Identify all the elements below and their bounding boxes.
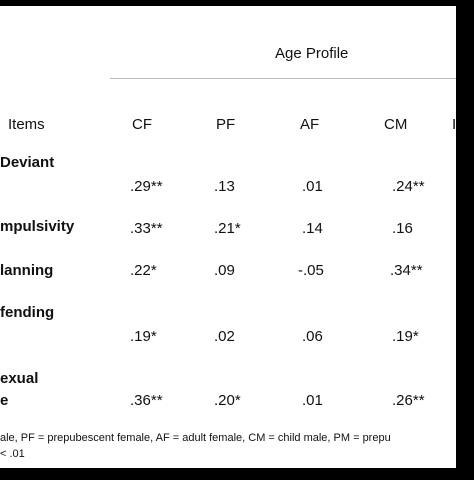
row-label-deviant: Deviant — [0, 154, 55, 171]
row-label-planning: lanning — [0, 262, 54, 279]
column-header-pf: PF — [216, 116, 236, 133]
cell-offending-cm: .19* — [392, 328, 419, 345]
row-label-impulsivity: mpulsivity — [0, 218, 75, 235]
table-page — [0, 6, 456, 468]
cell-deviant-af: .01 — [302, 178, 323, 195]
cell-sexual-af: .01 — [302, 392, 323, 409]
column-header-cf: CF — [132, 116, 152, 133]
cell-planning-pf: .09 — [214, 262, 235, 279]
column-header-cm: CM — [384, 116, 408, 133]
cell-offending-pf: .02 — [214, 328, 235, 345]
cell-offending-af: .06 — [302, 328, 323, 345]
cell-deviant-cm: .24** — [392, 178, 425, 195]
cell-sexual-cm: .26** — [392, 392, 425, 409]
row-label-sexual-line-1: exual — [0, 370, 39, 387]
footnote-significance: < .01 — [0, 448, 25, 460]
cell-impulsivity-af: .14 — [302, 220, 323, 237]
cell-deviant-pf: .13 — [214, 178, 235, 195]
cell-deviant-cf: .29** — [130, 178, 163, 195]
cell-impulsivity-pf: .21* — [214, 220, 241, 237]
cell-offending-cf: .19* — [130, 328, 157, 345]
cell-impulsivity-cm: .16 — [392, 220, 413, 237]
age-profile-header: Age Profile — [275, 45, 349, 62]
cell-planning-af: -.05 — [298, 262, 324, 279]
cell-sexual-pf: .20* — [214, 392, 241, 409]
cell-planning-cm: .34** — [390, 262, 423, 279]
column-header-af: AF — [300, 116, 320, 133]
row-label-sexual-line-2: e — [0, 392, 9, 409]
header-rule — [110, 78, 456, 79]
cell-impulsivity-cf: .33** — [130, 220, 163, 237]
cell-planning-cf: .22* — [130, 262, 157, 279]
column-header-cut: I — [452, 116, 456, 133]
row-label-offending: fending — [0, 304, 55, 321]
footnote-abbreviations: ale, PF = prepubescent female, AF = adult female, CM = child male, PM = prepu — [0, 432, 391, 444]
table-heading — [0, 6, 456, 106]
cell-sexual-cf: .36** — [130, 392, 163, 409]
column-header-items: Items — [8, 116, 45, 133]
